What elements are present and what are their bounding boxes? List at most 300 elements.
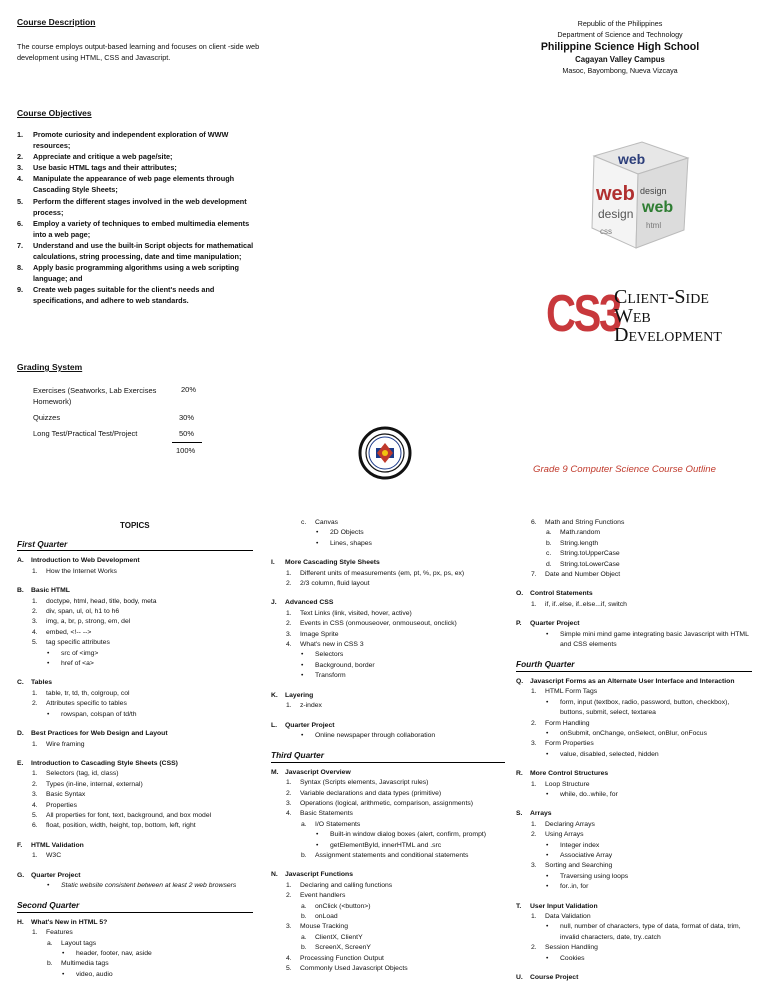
topic-text: Control Statements: [530, 590, 593, 598]
topic-text: Form Handling: [545, 719, 590, 727]
topic-marker: b.: [301, 851, 307, 859]
topic-marker: b.: [47, 960, 53, 968]
topic-item: [271, 922, 505, 932]
topic-marker: O.: [516, 590, 524, 598]
topic-marker: 1.: [32, 770, 38, 778]
topic-marker: •: [546, 698, 549, 706]
topic-marker: 4.: [286, 641, 292, 649]
topic-text: Wire framing: [46, 740, 85, 748]
topic-marker: d.: [546, 560, 552, 568]
grading-row-value: 50%: [179, 429, 195, 438]
grading-total-rule: [172, 442, 202, 443]
topic-marker: •: [546, 923, 549, 931]
topic-text: Multimedia tags: [61, 960, 109, 968]
svg-text:web: web: [618, 151, 646, 167]
topic-item: [271, 891, 505, 901]
topic-text: Selectors (tag, id, class): [46, 770, 119, 778]
topic-heading: [271, 721, 505, 731]
topic-marker: 3.: [286, 923, 292, 931]
topic-item: [17, 638, 253, 648]
topic-subitem: [271, 943, 505, 953]
topic-text: img, a, br, p, strong, em, del: [46, 618, 131, 626]
cs3-title-line1: Client-Side: [614, 286, 709, 308]
topic-item: [271, 799, 505, 809]
topic-text: Properties: [46, 801, 77, 809]
school-address: Masoc, Bayombong, Nueva Vizcaya: [562, 66, 678, 75]
topic-marker: 3.: [32, 791, 38, 799]
topic-subitem: [17, 970, 253, 980]
grading-row-label: Exercises (Seatworks, Lab Exercises Homework): [33, 386, 157, 406]
topic-text: table, tr, td, th, colgroup, col: [46, 689, 130, 697]
topic-marker: 1.: [32, 689, 38, 697]
topic-item: [17, 617, 253, 627]
topic-item: [516, 780, 752, 790]
topic-marker: •: [47, 649, 50, 657]
topic-marker: 1.: [286, 569, 292, 577]
topic-item: [516, 719, 752, 729]
topic-text: Event handlers: [300, 892, 346, 900]
topic-text: ScreenX, ScreenY: [315, 944, 371, 952]
objective-item: [17, 196, 262, 218]
topic-subitem: [271, 851, 505, 861]
topic-text: Cookies: [560, 954, 585, 962]
topic-text: Introduction to Cascading Style Sheets (CSS): [31, 759, 178, 767]
topic-heading: [516, 973, 752, 983]
topic-subitem: [17, 649, 253, 659]
topic-marker: 1.: [531, 688, 537, 696]
quarter-heading: Second Quarter: [17, 900, 253, 912]
topic-text: Types (in-line, internal, external): [46, 780, 143, 788]
topic-text: Math.random: [560, 529, 601, 537]
topic-marker: •: [47, 881, 50, 889]
topic-text: Features: [46, 929, 73, 937]
topic-marker: H.: [17, 918, 24, 926]
topic-heading: [516, 902, 752, 912]
topic-item: [516, 861, 752, 871]
topic-subitem: [516, 790, 752, 800]
topic-heading: [271, 768, 505, 778]
topic-marker: 1.: [32, 567, 38, 575]
quarter-heading: Third Quarter: [271, 750, 505, 762]
topic-item: [17, 607, 253, 617]
topic-text: Tables: [31, 679, 53, 687]
topic-marker: •: [546, 750, 549, 758]
topic-marker: •: [546, 729, 549, 737]
topic-marker: •: [546, 954, 549, 962]
topic-item: [17, 689, 253, 699]
outline-title: Grade 9 Computer Science Course Outline: [533, 464, 716, 475]
topic-marker: 1.: [32, 597, 38, 605]
topic-text: Online newspaper through collaboration: [315, 731, 436, 739]
topic-marker: b.: [301, 913, 307, 920]
topic-subitem: [516, 954, 752, 964]
topic-marker: 7.: [531, 571, 537, 579]
topic-marker: 1.: [531, 913, 537, 920]
topic-subitem: [516, 851, 752, 861]
topic-marker: b.: [301, 944, 307, 952]
topic-item: [271, 619, 505, 629]
topic-text: Declaring Arrays: [545, 820, 595, 828]
topic-marker: •: [301, 651, 304, 659]
topic-marker: •: [316, 539, 319, 547]
topic-heading: [17, 586, 253, 596]
objective-text: Create web pages suitable for the client's needs and specifications, and adhere to web standards.: [33, 285, 215, 306]
svg-text:web: web: [596, 183, 635, 205]
topic-item: [516, 912, 752, 922]
topic-marker: K.: [271, 691, 278, 699]
topic-item: [17, 628, 253, 638]
topic-text: Data Validation: [545, 913, 591, 920]
topic-subitem: [271, 661, 505, 671]
topic-marker: S.: [516, 810, 523, 818]
topic-item: [516, 830, 752, 840]
topic-text: Sorting and Searching: [545, 862, 613, 870]
cs3-title: [614, 288, 722, 345]
topic-subitem: [516, 922, 752, 943]
topic-item: [271, 789, 505, 799]
topic-marker: 1.: [32, 852, 38, 860]
objective-number: 3.: [17, 163, 24, 173]
topic-text: if, if..else, if..else...if, switch: [545, 600, 627, 608]
topic-subitem: [516, 729, 752, 739]
topic-item: [17, 928, 253, 938]
topic-subitem: [271, 731, 505, 741]
topic-item: [17, 811, 253, 821]
topic-item: [17, 597, 253, 607]
objective-text: Understand and use the built-in Script objects for mathematical calculations, string processing, date and time manipulation;: [33, 240, 254, 262]
topic-marker: •: [546, 872, 549, 880]
topic-marker: J.: [271, 599, 277, 607]
topic-marker: a.: [301, 820, 307, 828]
topic-marker: 3.: [32, 618, 38, 626]
topic-subitem: [516, 750, 752, 760]
department-line: Department of Science and Technology: [557, 30, 683, 39]
topic-text: Static website consistent between at least 2 web browsers: [61, 881, 237, 889]
grading-row-label: Quizzes: [33, 413, 61, 422]
topic-text: Syntax (Scripts elements, Javascript rules): [300, 779, 429, 787]
topic-text: Selectors: [315, 651, 344, 659]
topic-item: [17, 801, 253, 811]
topic-text: Course Project: [530, 974, 579, 982]
topic-marker: 5.: [32, 639, 38, 647]
objective-item: [17, 129, 262, 151]
topic-text: Events in CSS (onmouseover, onmouseout, onclick): [300, 620, 457, 628]
topic-marker: T.: [516, 902, 522, 910]
topic-marker: Q.: [516, 677, 524, 685]
objective-item: [17, 240, 262, 262]
topic-text: I/O Statements: [315, 820, 361, 828]
topic-heading: [516, 677, 752, 687]
topic-text: HTML Validation: [31, 841, 84, 849]
topic-item: [271, 630, 505, 640]
svg-text:web: web: [642, 199, 674, 216]
topic-heading: [17, 729, 253, 739]
topic-subitem: [17, 949, 253, 959]
topic-marker: G.: [17, 871, 25, 879]
topic-subitem: [271, 528, 505, 538]
topic-text: Session Handling: [545, 944, 598, 952]
topic-subitem: [516, 841, 752, 851]
topic-marker: 6.: [32, 822, 38, 830]
objective-text: Perform the different stages involved in the web development process;: [33, 196, 247, 217]
topic-item: [17, 821, 253, 831]
topic-marker: •: [47, 660, 50, 668]
topic-text: Image Sprite: [300, 630, 339, 638]
topic-subitem: [271, 539, 505, 549]
topic-marker: a.: [301, 933, 307, 941]
topic-marker: 2.: [32, 700, 38, 708]
objective-text: Manipulate the appearance of web page elements through Cascading Style Sheets;: [33, 174, 235, 195]
topic-marker: 2.: [286, 892, 292, 900]
topic-heading: [17, 918, 253, 928]
topic-text: src of <img>: [61, 649, 99, 657]
topic-item: [516, 820, 752, 830]
topic-marker: b.: [546, 539, 552, 547]
topic-marker: A.: [17, 557, 24, 565]
topic-marker: c.: [546, 550, 552, 558]
objective-number: 6.: [17, 218, 24, 228]
topic-text: String.length: [560, 539, 599, 547]
topic-marker: 3.: [531, 740, 537, 748]
topic-text: HTML Form Tags: [545, 688, 598, 696]
topic-marker: F.: [17, 841, 23, 849]
objectives-list: [17, 129, 262, 307]
campus-name: Cagayan Valley Campus: [575, 55, 665, 64]
topic-subitem: [516, 560, 752, 570]
topic-heading: [17, 556, 253, 566]
topic-marker: •: [316, 841, 319, 849]
topic-marker: 3.: [286, 630, 292, 638]
topic-marker: •: [546, 851, 549, 859]
topic-marker: M.: [271, 768, 279, 776]
topic-text: Simple mini mind game integrating basic Javascript with HTML and CSS elements: [560, 630, 749, 649]
republic-line: Republic of the Philippines: [577, 19, 663, 28]
topic-text: embed, <!-- -->: [46, 628, 92, 636]
topic-item: [271, 881, 505, 891]
topic-marker: C.: [17, 679, 24, 687]
topic-subitem: [271, 820, 505, 830]
topic-marker: 4.: [32, 801, 38, 809]
topic-marker: 4.: [32, 628, 38, 636]
objective-number: 5.: [17, 196, 24, 206]
web-design-cube-image: [576, 134, 698, 256]
topic-text: Layering: [285, 691, 314, 699]
topic-text: More Control Structures: [530, 770, 609, 778]
topic-marker: 1.: [531, 780, 537, 788]
topic-marker: c.: [301, 519, 307, 526]
topic-marker: •: [316, 529, 319, 537]
topic-text: String.toLowerCase: [560, 560, 620, 568]
topic-text: Integer index: [560, 841, 600, 849]
topic-marker: B.: [17, 587, 24, 595]
objective-number: 8.: [17, 263, 24, 273]
topic-marker: 2.: [531, 944, 537, 952]
topic-text: Javascript Forms as an Alternate User Interface and Interaction: [530, 677, 735, 685]
topic-marker: 3.: [286, 799, 292, 807]
topic-text: 2/3 column, fluid layout: [300, 580, 370, 588]
quarter-heading: First Quarter: [17, 539, 253, 551]
topic-text: Commonly Used Javascript Objects: [300, 965, 408, 973]
topic-text: null, number of characters, type of data, format of data, trim, invalid characters, date, try..catch: [560, 923, 741, 941]
objective-text: Apply basic programming algorithms using a web scripting language; and: [33, 263, 239, 284]
topic-item: [271, 569, 505, 579]
topic-text: Quarter Project: [285, 721, 335, 729]
topic-marker: 1.: [286, 779, 292, 787]
topic-item: [516, 687, 752, 697]
topic-text: div, span, ul, ol, h1 to h6: [46, 608, 120, 616]
objective-item: [17, 151, 262, 162]
topic-text: onClick (<button>): [315, 902, 371, 910]
topic-text: Basic Syntax: [46, 791, 86, 799]
topic-marker: •: [62, 970, 65, 978]
school-name: Philippine Science High School: [540, 41, 700, 53]
topic-text: Assignment statements and conditional statements: [315, 851, 469, 859]
topic-text: video, audio: [76, 970, 113, 978]
topic-text: What's new in CSS 3: [300, 641, 364, 649]
topic-heading: [516, 809, 752, 819]
topic-text: onLoad: [315, 913, 338, 920]
topic-text: Basic HTML: [31, 587, 70, 595]
topic-subitem: [17, 939, 253, 949]
topic-text: 2D Objects: [330, 529, 364, 537]
grading-total: 100%: [176, 446, 196, 455]
topic-text: ClientX, ClientY: [315, 933, 363, 941]
topic-subitem: [17, 959, 253, 969]
topic-text: tag specific attributes: [46, 639, 110, 647]
topic-marker: •: [62, 950, 65, 957]
topics-column-1: [17, 539, 253, 980]
topic-text: Background, border: [315, 661, 375, 669]
topic-text: Transform: [315, 672, 346, 680]
topic-subitem: [516, 528, 752, 538]
topic-text: z-index: [300, 702, 322, 710]
topic-subitem: [271, 912, 505, 922]
topic-marker: a.: [47, 939, 53, 947]
topic-heading: [17, 841, 253, 851]
topic-subitem: [516, 872, 752, 882]
objective-number: 2.: [17, 152, 24, 162]
topic-text: Lines, shapes: [330, 539, 372, 547]
topic-marker: 2.: [32, 608, 38, 616]
topic-marker: P.: [516, 620, 522, 628]
grading-row-value: 30%: [179, 413, 195, 422]
topic-item: [271, 809, 505, 819]
topic-marker: 2.: [531, 719, 537, 727]
objective-number: 4.: [17, 174, 24, 184]
topic-item: [271, 954, 505, 964]
school-seal: [358, 426, 412, 480]
topic-item: [271, 778, 505, 788]
topic-item: [17, 567, 253, 577]
topic-marker: •: [546, 630, 549, 638]
objective-item: [17, 218, 262, 240]
topic-heading: [516, 769, 752, 779]
topic-marker: 1.: [32, 740, 38, 748]
topic-text: Processing Function Output: [300, 954, 384, 962]
topic-marker: 2.: [286, 580, 292, 588]
topic-marker: 1.: [531, 820, 537, 828]
objective-item: [17, 162, 262, 173]
topic-subitem: [516, 882, 752, 892]
topic-heading: [271, 691, 505, 701]
topic-text: value, disabled, selected, hidden: [560, 750, 659, 758]
topic-text: Javascript Functions: [285, 871, 353, 879]
cs3-code: CS3: [546, 285, 620, 343]
topic-marker: 1.: [531, 600, 537, 608]
topic-text: Built-in window dialog boxes (alert, confirm, prompt): [330, 831, 487, 839]
topic-text: String.toUpperCase: [560, 550, 620, 558]
topic-marker: •: [301, 731, 304, 739]
topic-marker: 5.: [286, 965, 292, 973]
topic-marker: 3.: [531, 862, 537, 870]
topic-marker: 2.: [32, 780, 38, 788]
topic-text: Canvas: [315, 519, 339, 526]
topic-heading: [271, 558, 505, 568]
topic-text: Basic Statements: [300, 810, 353, 818]
school-header: [540, 18, 700, 76]
topic-text: float, position, width, height, top, bottom, left, right: [46, 822, 196, 830]
topic-marker: •: [546, 841, 549, 849]
topic-marker: a.: [301, 902, 307, 910]
topic-text: Declaring and calling functions: [300, 881, 393, 889]
course-description-heading: Course Description: [17, 17, 96, 27]
topic-text: Quarter Project: [31, 871, 81, 879]
topic-heading: [271, 870, 505, 880]
topic-text: User Input Validation: [530, 902, 598, 910]
topic-marker: R.: [516, 770, 523, 778]
topic-subitem: [17, 659, 253, 669]
topic-item: [516, 600, 752, 610]
topic-marker: 1.: [286, 702, 292, 710]
objective-text: Employ a variety of techniques to embed multimedia elements into a web page;: [33, 218, 250, 239]
topic-item: [271, 701, 505, 711]
course-description-text: The course employs output-based learning and focuses on client -side web development using HTML, CSS and Javascript.: [17, 42, 260, 62]
topic-marker: D.: [17, 730, 24, 738]
topic-subitem: [516, 549, 752, 559]
topic-text: Variable declarations and data types (primitive): [300, 789, 442, 797]
topic-subitem: [271, 830, 505, 840]
topic-text: W3C: [46, 852, 62, 860]
topic-item: [271, 964, 505, 974]
objective-item: [17, 173, 262, 195]
topic-marker: 1.: [286, 881, 292, 889]
topic-marker: •: [546, 790, 549, 798]
svg-text:css: css: [600, 227, 612, 236]
topic-subitem: [17, 710, 253, 720]
topic-marker: •: [47, 710, 50, 718]
topic-text: Quarter Project: [530, 620, 580, 628]
topic-subitem: [271, 841, 505, 851]
topic-marker: 2.: [286, 620, 292, 628]
topic-subitem: [271, 902, 505, 912]
course-objectives-heading: Course Objectives: [17, 108, 92, 118]
topic-text: Javascript Overview: [285, 768, 351, 776]
topic-item: [17, 699, 253, 709]
svg-text:html: html: [646, 221, 662, 230]
topic-subitem: [271, 518, 505, 528]
topic-marker: I.: [271, 559, 275, 567]
topic-item: [516, 518, 752, 528]
objective-number: 9.: [17, 285, 24, 295]
topic-text: Text Links (link, visited, hover, active): [300, 609, 412, 617]
topic-heading: [516, 619, 752, 629]
topic-text: href of <a>: [61, 660, 94, 668]
topic-subitem: [516, 630, 752, 651]
topic-marker: 4.: [286, 810, 292, 818]
objective-text: Use basic HTML tags and their attributes;: [33, 163, 177, 173]
objective-text: Appreciate and critique a web page/site;: [33, 152, 173, 162]
topic-text: Advanced CSS: [285, 599, 334, 607]
